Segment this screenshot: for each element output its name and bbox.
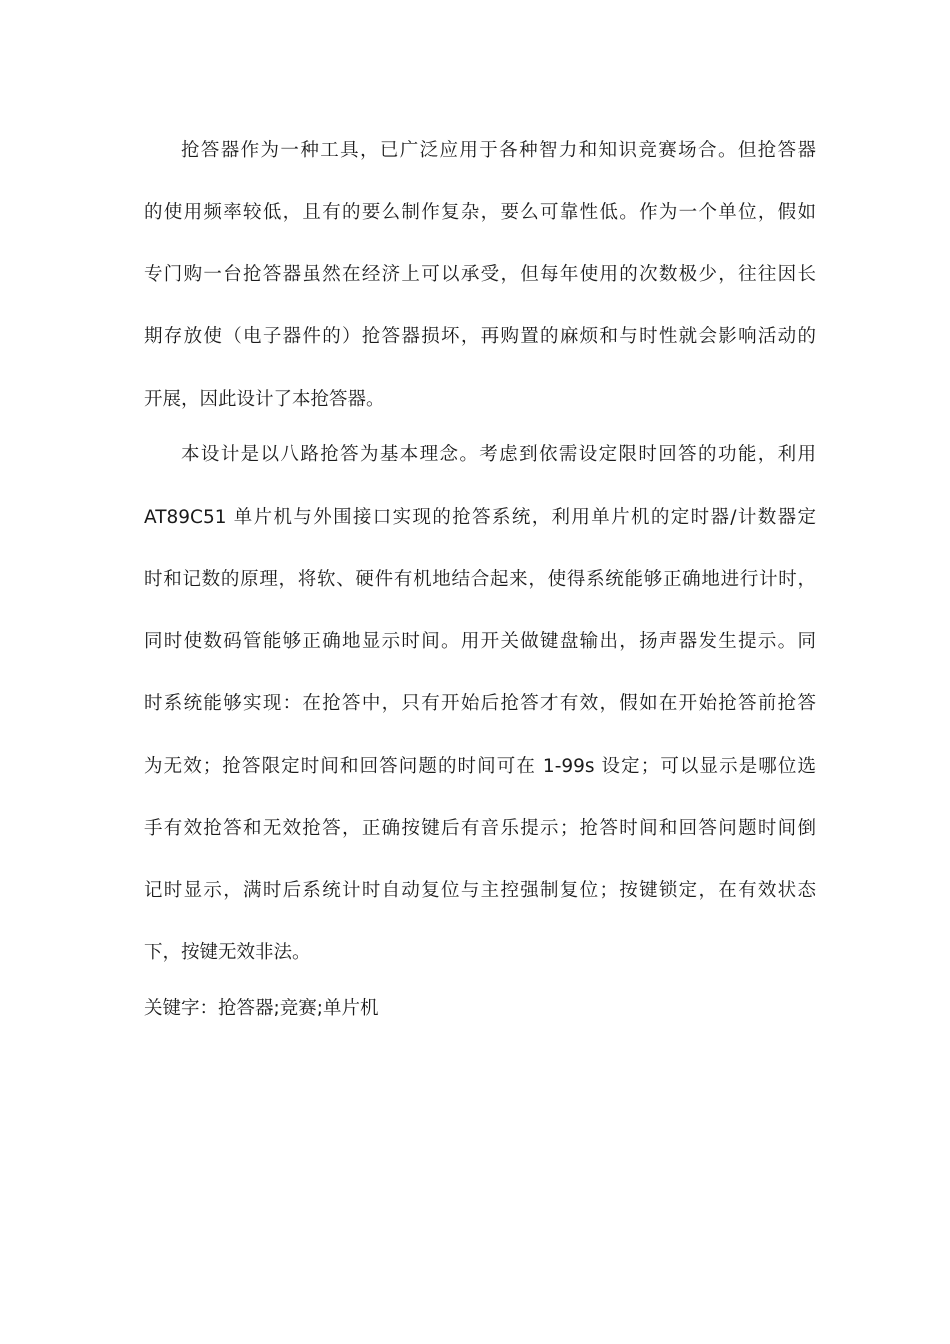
paragraph-2-line-3: 时和记数的原理，将软、硬件有机地结合起来，使得系统能够正确地进行计时， xyxy=(144,569,816,590)
paragraph-2-line-5: 时系统能够实现：在抢答中，只有开始后抢答才有效，假如在开始抢答前抢答 xyxy=(144,693,816,714)
paragraph-1-line-3: 专门购一台抢答器虽然在经济上可以承受，但每年使用的次数极少，往往因长 xyxy=(144,264,816,285)
keywords-line: 关键字：抢答器;竞赛;单片机 xyxy=(144,998,379,1019)
paragraph-2-line-6: 为无效；抢答限定时间和回答问题的时间可在 1-99s 设定；可以显示是哪位选 xyxy=(144,756,816,777)
paragraph-2-line-8: 记时显示，满时后系统计时自动复位与主控强制复位；按键锁定，在有效状态 xyxy=(144,880,816,901)
paragraph-1-line-2: 的使用频率较低，且有的要么制作复杂，要么可靠性低。作为一个单位，假如 xyxy=(144,202,816,223)
paragraph-2-line-2: AT89C51 单片机与外围接口实现的抢答系统，利用单片机的定时器/计数器定 xyxy=(144,507,816,528)
paragraph-2-line-7: 手有效抢答和无效抢答，正确按键后有音乐提示；抢答时间和回答问题时间倒 xyxy=(144,818,816,839)
paragraph-2-line-1: 本设计是以八路抢答为基本理念。考虑到依需设定限时回答的功能，利用 xyxy=(181,444,816,465)
paragraph-1-line-5: 开展，因此设计了本抢答器。 xyxy=(144,389,385,410)
paragraph-1-line-1: 抢答器作为一种工具，已广泛应用于各种智力和知识竞赛场合。但抢答器 xyxy=(181,140,816,161)
paragraph-2-line-4: 同时使数码管能够正确地显示时间。用开关做键盘输出，扬声器发生提示。同 xyxy=(144,631,816,652)
paragraph-2-line-9: 下，按键无效非法。 xyxy=(144,942,311,963)
paragraph-1-line-4: 期存放使（电子器件的）抢答器损坏，再购置的麻烦和与时性就会影响活动的 xyxy=(144,326,816,347)
